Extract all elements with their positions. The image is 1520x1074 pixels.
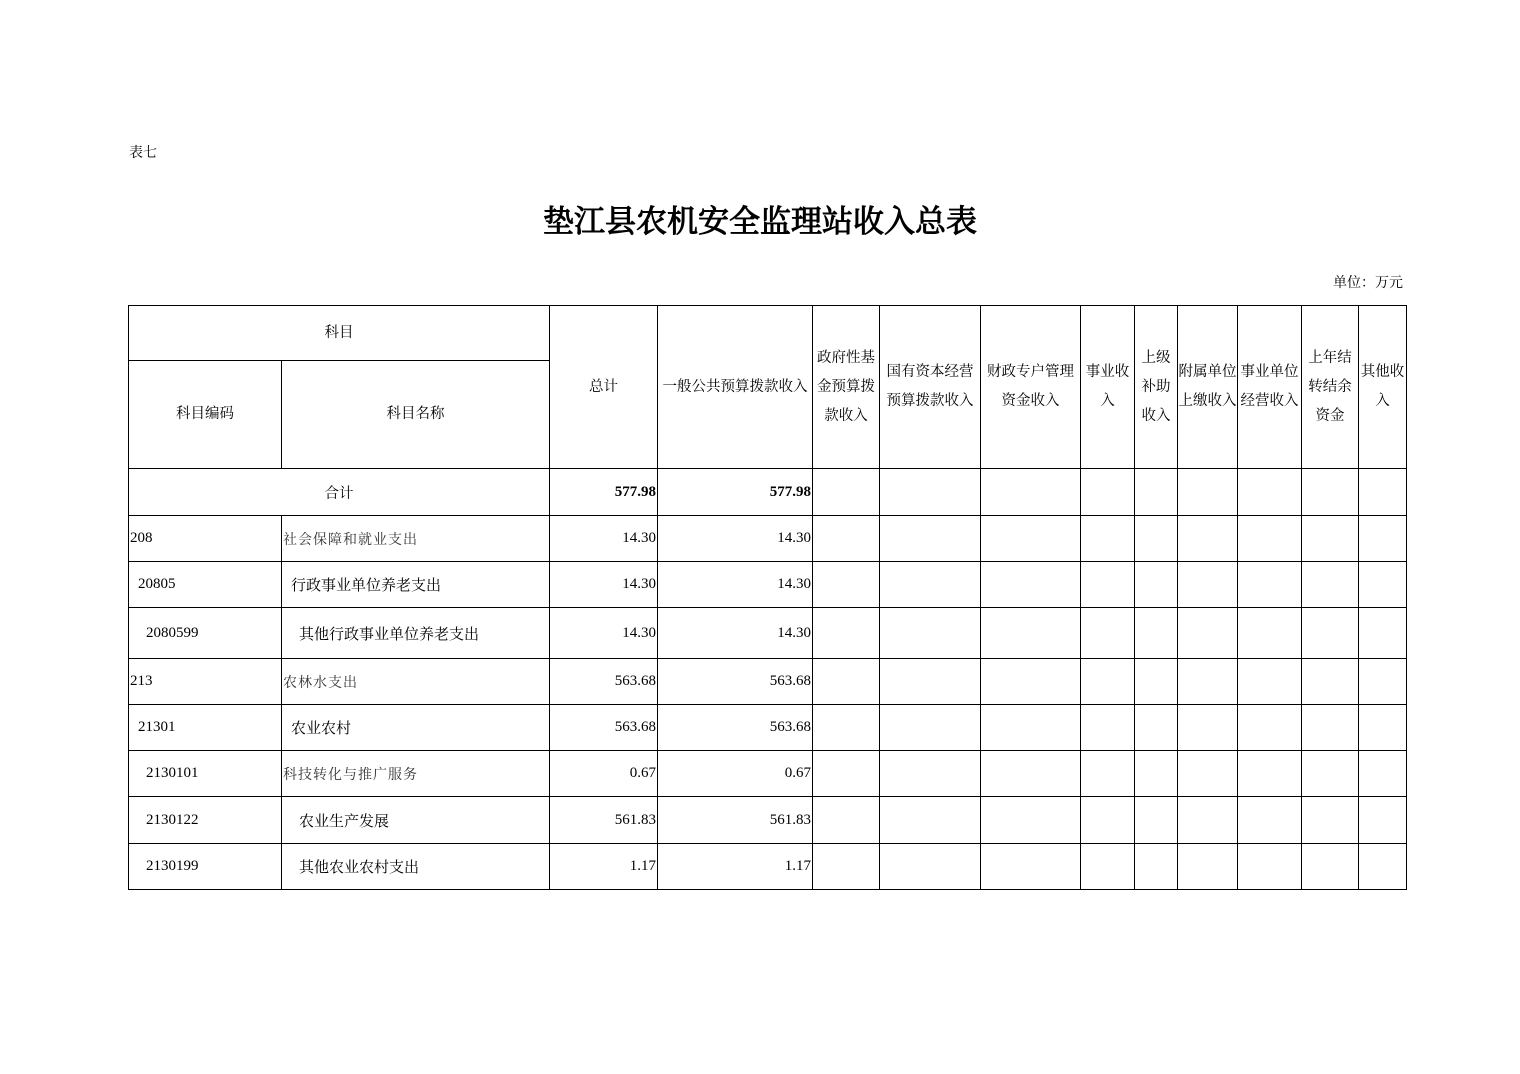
empty-cell <box>1178 705 1238 751</box>
row-total: 0.67 <box>550 751 658 797</box>
header-other: 其他收入 <box>1359 306 1407 469</box>
row-name: 行政事业单位养老支出 <box>282 562 550 608</box>
header-gov-fund: 政府性基金预算拨款收入 <box>813 306 880 469</box>
empty-cell <box>1238 659 1302 705</box>
row-general-budget: 14.30 <box>658 562 813 608</box>
header-carryover: 上年结转结余资金 <box>1302 306 1359 469</box>
table-row <box>129 659 1407 705</box>
table-row <box>129 751 1407 797</box>
empty-cell <box>1238 844 1302 890</box>
empty-cell <box>880 844 981 890</box>
row-code: 208 <box>129 516 282 562</box>
row-general-budget: 563.68 <box>658 659 813 705</box>
empty-cell <box>1238 562 1302 608</box>
empty-cell <box>1135 844 1178 890</box>
income-summary-table <box>128 305 1407 890</box>
empty-cell <box>813 705 880 751</box>
empty-cell <box>1178 562 1238 608</box>
row-total: 14.30 <box>550 562 658 608</box>
header-subject-code: 科目编码 <box>129 361 282 469</box>
empty-cell <box>1135 797 1178 844</box>
row-general-budget: 561.83 <box>658 797 813 844</box>
page-title: 垫江县农机安全监理站收入总表 <box>543 204 977 240</box>
header-general-budget: 一般公共预算拨款收入 <box>658 306 813 469</box>
table-row <box>129 608 1407 659</box>
table-row <box>129 562 1407 608</box>
summary-general-budget: 577.98 <box>658 469 813 516</box>
table-number-label: 表七 <box>129 145 157 161</box>
empty-cell <box>981 659 1081 705</box>
empty-cell <box>1238 608 1302 659</box>
empty-cell <box>1178 516 1238 562</box>
empty-cell <box>1359 844 1407 890</box>
empty-cell <box>1178 751 1238 797</box>
empty-cell <box>981 844 1081 890</box>
table-row <box>129 797 1407 844</box>
empty-cell <box>1302 608 1359 659</box>
empty-cell <box>1135 659 1178 705</box>
empty-cell <box>981 562 1081 608</box>
row-name: 社会保障和就业支出 <box>282 516 550 562</box>
row-name: 其他行政事业单位养老支出 <box>282 608 550 659</box>
empty-cell <box>880 562 981 608</box>
row-name: 其他农业农村支出 <box>282 844 550 890</box>
empty-cell <box>880 608 981 659</box>
unit-label: 单位：万元 <box>1333 275 1403 291</box>
empty-cell <box>880 751 981 797</box>
empty-cell <box>813 797 880 844</box>
table-row <box>129 705 1407 751</box>
empty-cell <box>1081 608 1135 659</box>
empty-cell <box>1178 797 1238 844</box>
header-total: 总计 <box>550 306 658 469</box>
empty-cell <box>1359 608 1407 659</box>
row-name: 农林水支出 <box>282 659 550 705</box>
empty-cell <box>813 844 880 890</box>
row-code: 2080599 <box>129 608 282 659</box>
row-code: 2130101 <box>129 751 282 797</box>
empty-cell <box>1302 751 1359 797</box>
row-name: 农业生产发展 <box>282 797 550 844</box>
header-subject-name: 科目名称 <box>282 361 550 469</box>
empty-cell <box>1302 844 1359 890</box>
empty-cell <box>1238 516 1302 562</box>
empty-cell <box>1302 659 1359 705</box>
row-total: 14.30 <box>550 516 658 562</box>
empty-cell <box>1302 516 1359 562</box>
header-fiscal-special: 财政专户管理资金收入 <box>981 306 1081 469</box>
empty-cell <box>1238 705 1302 751</box>
summary-total: 577.98 <box>550 469 658 516</box>
row-name: 农业农村 <box>282 705 550 751</box>
row-general-budget: 563.68 <box>658 705 813 751</box>
empty-cell <box>1081 705 1135 751</box>
row-code: 20805 <box>129 562 282 608</box>
row-code: 2130199 <box>129 844 282 890</box>
empty-cell <box>813 516 880 562</box>
empty-cell <box>1238 797 1302 844</box>
row-name: 科技转化与推广服务 <box>282 751 550 797</box>
empty-cell <box>1135 705 1178 751</box>
empty-cell <box>1302 562 1359 608</box>
empty-cell <box>1359 562 1407 608</box>
row-general-budget: 14.30 <box>658 516 813 562</box>
empty-cell <box>981 797 1081 844</box>
empty-cell <box>981 516 1081 562</box>
header-superior-subsidy: 上级补助收入 <box>1135 306 1178 469</box>
empty-cell <box>880 705 981 751</box>
empty-cell <box>1135 751 1178 797</box>
empty-cell <box>1359 516 1407 562</box>
empty-cell <box>1081 751 1135 797</box>
empty-cell <box>1081 797 1135 844</box>
empty-cell <box>1081 659 1135 705</box>
empty-cell <box>1302 705 1359 751</box>
header-subject: 科目 <box>129 306 550 361</box>
empty-cell <box>880 516 981 562</box>
empty-cell <box>1359 705 1407 751</box>
header-business: 事业收入 <box>1081 306 1135 469</box>
empty-cell <box>981 751 1081 797</box>
row-total: 561.83 <box>550 797 658 844</box>
empty-cell <box>1081 562 1135 608</box>
empty-cell <box>1081 844 1135 890</box>
header-row-1 <box>129 306 1407 361</box>
empty-cell <box>880 659 981 705</box>
empty-cell <box>1135 562 1178 608</box>
header-state-capital: 国有资本经营预算拨款收入 <box>880 306 981 469</box>
summary-label: 合计 <box>129 469 550 516</box>
empty-cell <box>813 659 880 705</box>
empty-cell <box>813 608 880 659</box>
table-row <box>129 516 1407 562</box>
header-operation: 事业单位经营收入 <box>1238 306 1302 469</box>
empty-cell <box>880 797 981 844</box>
row-general-budget: 1.17 <box>658 844 813 890</box>
empty-cell <box>981 705 1081 751</box>
row-general-budget: 0.67 <box>658 751 813 797</box>
empty-cell <box>1238 751 1302 797</box>
empty-cell <box>1178 659 1238 705</box>
row-total: 14.30 <box>550 608 658 659</box>
empty-cell <box>1178 844 1238 890</box>
empty-cell <box>1302 797 1359 844</box>
empty-cell <box>1359 797 1407 844</box>
empty-cell <box>813 751 880 797</box>
row-code: 2130122 <box>129 797 282 844</box>
empty-cell <box>1081 516 1135 562</box>
row-total: 1.17 <box>550 844 658 890</box>
row-code: 21301 <box>129 705 282 751</box>
summary-row <box>129 469 1407 516</box>
empty-cell <box>813 562 880 608</box>
row-general-budget: 14.30 <box>658 608 813 659</box>
header-affiliated: 附属单位上缴收入 <box>1178 306 1238 469</box>
row-total: 563.68 <box>550 659 658 705</box>
row-code: 213 <box>129 659 282 705</box>
row-total: 563.68 <box>550 705 658 751</box>
empty-cell <box>1135 608 1178 659</box>
empty-cell <box>1135 516 1178 562</box>
empty-cell <box>1359 659 1407 705</box>
empty-cell <box>1359 751 1407 797</box>
empty-cell <box>1178 608 1238 659</box>
table-row <box>129 844 1407 890</box>
empty-cell <box>981 608 1081 659</box>
